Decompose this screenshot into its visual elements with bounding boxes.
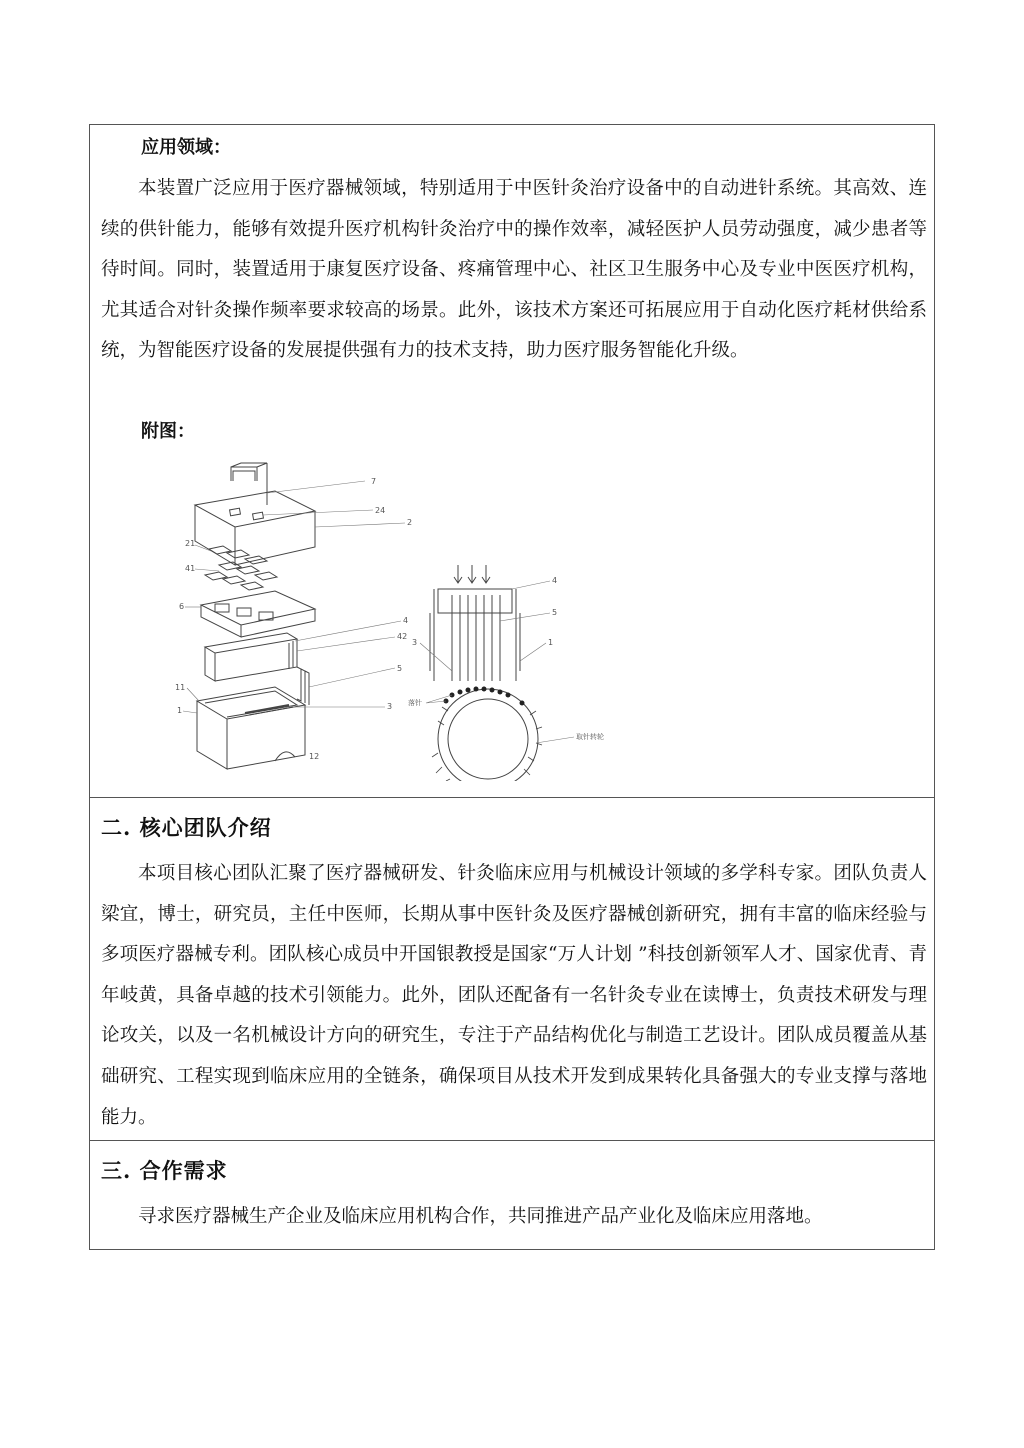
- part-label-5-right: 5: [552, 608, 558, 617]
- cooperation-section: [90, 1140, 934, 1250]
- part-label-4: 4: [403, 616, 409, 625]
- team-section: [90, 797, 934, 1140]
- part-label-5: 5: [397, 664, 403, 673]
- part-label-11: 11: [175, 683, 186, 692]
- team-paragraph: 本项目核心团队汇聚了医疗器械研发、针灸临床应用与机械设计领域的多学科专家。团队负责人梁宜，博士，研究员，主任中医师，长期从事中医针灸及医疗器械创新研究，拥有丰富的临床经验与多项医疗器械专利。团队核心成员中开国银教授是国家“万人计划 ”科技创新领军人才、国家优青、青年岐黄，具备卓越的技术引领能力。此外，团队还配备有一名针灸专业在读博士，负责技术研发与理论攻关，以及一名机械设计方向的研究生，专注于产品结构优化与制造工艺设计。团队成员覆盖从基础研究、工程实现到临床应用的全链条，确保项目从技术开发到成果转化具备强大的专业支撑与落地能力。: [101, 863, 927, 1128]
- application-paragraph: 本装置广泛应用于医疗器械领域，特别适用于中医针灸治疗设备中的自动进针系统。其高效、连续的供针能力，能够有效提升医疗机构针灸治疗中的操作效率，减轻医护人员劳动强度，减少患者等待时间。同时，装置适用于康复医疗设备、疼痛管理中心、社区卫生服务中心及专业中医医疗机构，尤其适合对针灸操作频率要求较高的场景。此外，该技术方案还可拓展应用于自动化医疗耗材供给系统，为智能医疗设备的发展提供强有力的技术支持，助力医疗服务智能化升级。: [101, 178, 927, 362]
- content-table: [89, 124, 935, 1250]
- label-drop-needle: 落针: [408, 699, 422, 707]
- cooperation-heading: 三. 合作需求: [101, 1158, 228, 1183]
- part-label-21: 21: [185, 539, 196, 548]
- part-label-7: 7: [371, 477, 377, 486]
- part-label-3-right: 3: [412, 638, 418, 647]
- part-label-3: 3: [387, 702, 393, 711]
- application-section: [90, 125, 934, 797]
- part-label-24: 24: [375, 506, 386, 515]
- cooperation-paragraph: 寻求医疗器械生产企业及临床应用机构合作，共同推进产品产业化及临床应用落地。: [138, 1206, 823, 1227]
- part-label-41: 41: [185, 564, 196, 573]
- exploded-view-figure: [175, 461, 435, 771]
- part-label-1: 1: [177, 706, 183, 715]
- part-label-4-right: 4: [552, 576, 558, 585]
- part-label-2: 2: [407, 518, 413, 527]
- part-label-6: 6: [179, 602, 185, 611]
- label-take-wheel: 取针转轮: [576, 733, 604, 741]
- application-label: 应用领域：: [141, 137, 231, 158]
- team-heading: 二. 核心团队介绍: [101, 815, 272, 840]
- figure-label: 附图：: [141, 421, 195, 442]
- part-label-1-right: 1: [548, 638, 554, 647]
- mechanism-figure: [408, 561, 648, 781]
- part-label-12: 12: [309, 752, 320, 761]
- part-label-42: 42: [397, 632, 408, 641]
